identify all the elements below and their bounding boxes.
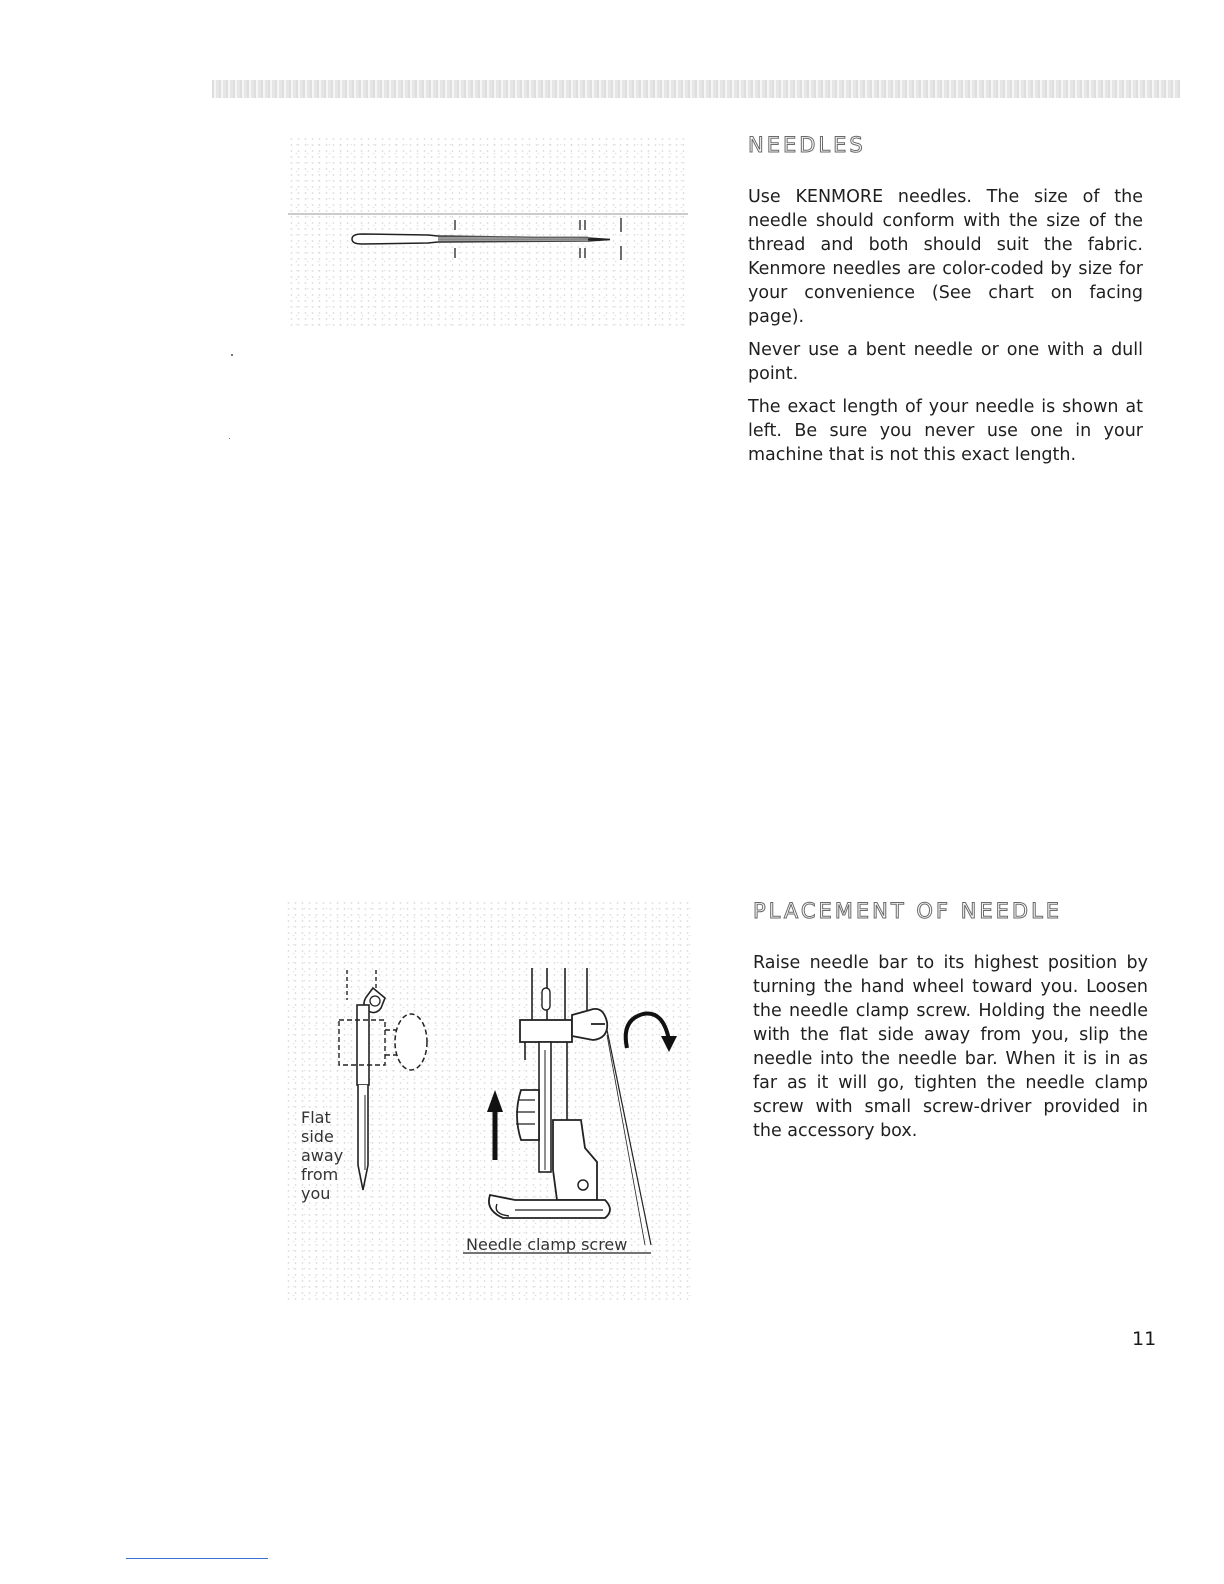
needles-paragraph: The exact length of your needle is shown at left. Be sure you never use one in your machine that is not this exact length. <box>748 397 1143 465</box>
scan-speck <box>229 438 230 439</box>
page-number: 11 <box>1132 1328 1157 1350</box>
needle-clamp-screw-label: Needle clamp screw <box>466 1235 628 1254</box>
needles-text <box>748 185 1143 476</box>
needles-paragraph: Use KENMORE needles. The size of the needle should conform with the size of the thread and both should suit the fabric. Kenmore needles are color-coded by size for your convenience (See chart on facing page). <box>748 187 1143 327</box>
flat-side-label: Flat side away from you <box>301 1108 344 1203</box>
needle-drawing <box>288 136 688 330</box>
placement-heading: PLACEMENT OF NEEDLE <box>753 899 1063 923</box>
placement-paragraph: Raise needle bar to its highest position by turning the hand wheel toward you. Loosen the needle clamp screw. Holding the needle with the flat side away from you, slip the needle into the needle bar. When it is in as far as it will go, tighten the needle clamp screw with small screw-driver provided in the accessory box. <box>753 953 1148 1141</box>
header-band <box>212 80 1180 98</box>
needle-length-figure <box>288 136 688 330</box>
needle-placement-figure <box>285 900 693 1302</box>
needles-heading: NEEDLES <box>748 133 866 157</box>
scan-speck <box>231 354 233 356</box>
needles-paragraph: Never use a bent needle or one with a dull point. <box>748 340 1143 384</box>
footer-rule <box>126 1558 268 1559</box>
placement-text <box>753 951 1148 1152</box>
